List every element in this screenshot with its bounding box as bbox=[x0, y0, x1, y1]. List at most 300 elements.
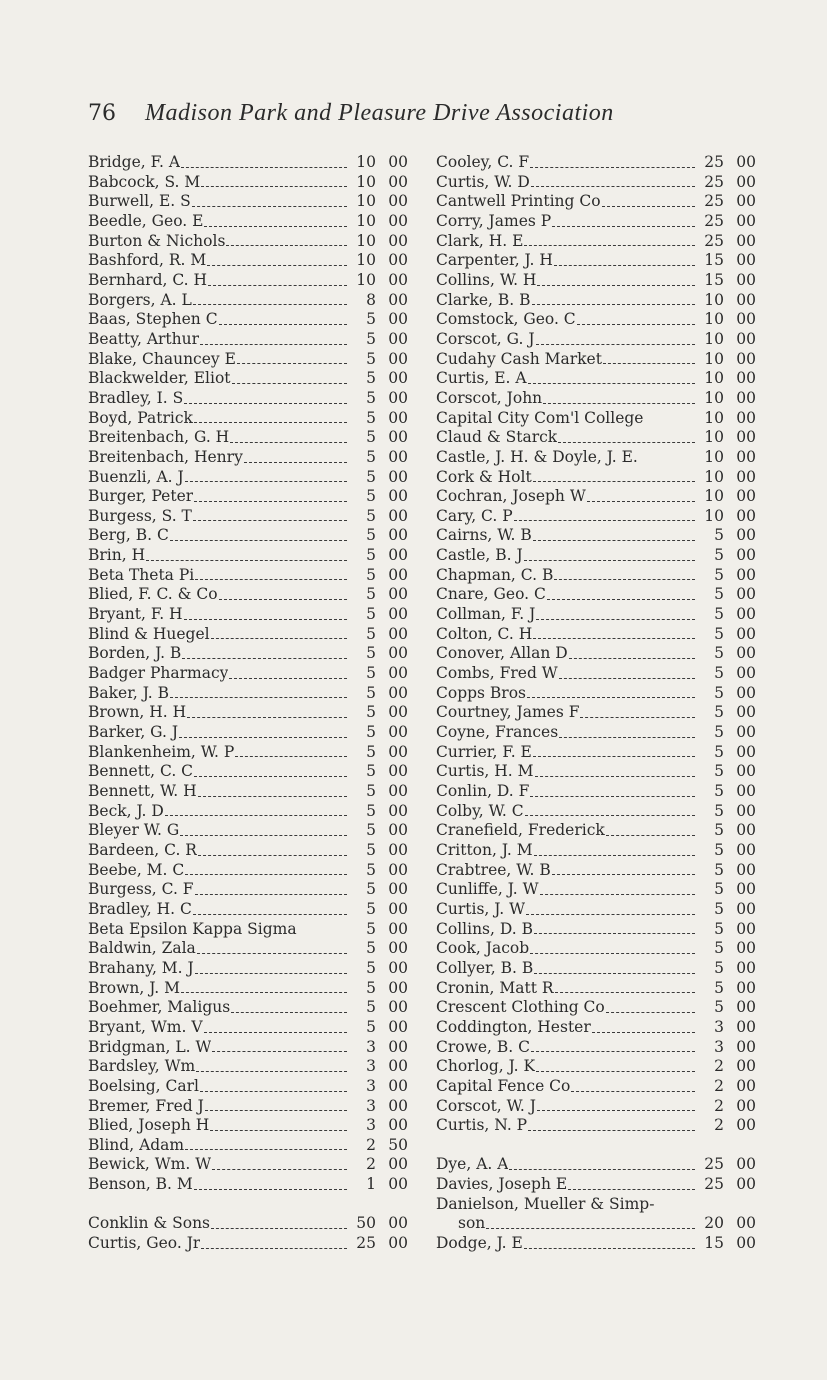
list-item bbox=[436, 1234, 756, 1254]
subscriber-name: Cairns, W. B bbox=[436, 526, 532, 545]
amount-dollars: 10 bbox=[704, 369, 724, 388]
amount-dollars: 3 bbox=[366, 1076, 376, 1095]
amount-dollars: 5 bbox=[366, 624, 376, 643]
amount-dollars: 25 bbox=[704, 231, 724, 250]
subscriber-name: Borgers, A. L bbox=[88, 290, 192, 309]
amount-cents: 00 bbox=[388, 1175, 408, 1194]
list-item bbox=[88, 762, 408, 782]
list-item bbox=[436, 330, 756, 350]
subscriber-name: Berg, B. C bbox=[88, 526, 169, 545]
subscriber-name: Boyd, Patrick bbox=[88, 408, 193, 427]
dot-leader bbox=[204, 226, 347, 227]
dot-leader bbox=[547, 599, 695, 600]
subscriber-name: Breitenbach, Henry bbox=[88, 447, 243, 466]
amount-cents: 00 bbox=[388, 683, 408, 702]
amount-cents: 00 bbox=[736, 546, 756, 565]
amount-dollars: 5 bbox=[366, 880, 376, 899]
dot-leader bbox=[195, 579, 347, 580]
dot-leader bbox=[531, 1051, 695, 1052]
dot-leader bbox=[185, 1149, 347, 1150]
dot-leader bbox=[184, 619, 347, 620]
subscriber-name: Collins, D. B bbox=[436, 919, 533, 938]
list-item bbox=[436, 998, 756, 1018]
amount-cents: 00 bbox=[388, 310, 408, 329]
subscriber-name: Capital City Com'l College bbox=[436, 408, 644, 427]
amount-dollars: 5 bbox=[366, 919, 376, 938]
amount-dollars: 15 bbox=[704, 270, 724, 289]
amount-dollars: 5 bbox=[366, 742, 376, 761]
list-item bbox=[88, 821, 408, 841]
subscriber-name: Beatty, Arthur bbox=[88, 329, 200, 348]
dot-leader bbox=[205, 1110, 347, 1111]
subscriber-name: Boehmer, Maligus bbox=[88, 998, 231, 1017]
amount-dollars: 1 bbox=[366, 1175, 376, 1194]
list-item bbox=[88, 428, 408, 448]
list-item bbox=[436, 1195, 756, 1215]
dot-leader bbox=[533, 756, 695, 757]
amount-dollars: 5 bbox=[366, 565, 376, 584]
subscriber-name: Chorlog, J. K bbox=[436, 1057, 536, 1076]
subscriber-name: Cook, Jacob bbox=[436, 939, 530, 958]
dot-leader bbox=[537, 1110, 695, 1111]
dot-leader bbox=[555, 992, 695, 993]
subscriber-name: Baas, Stephen C bbox=[88, 310, 218, 329]
subscriber-name: Curtis, H. M bbox=[436, 762, 534, 781]
list-item bbox=[88, 1234, 408, 1254]
list-item bbox=[88, 350, 408, 370]
dot-leader bbox=[211, 638, 347, 639]
subscriber-name: Bennett, C. C bbox=[88, 762, 194, 781]
amount-cents: 00 bbox=[736, 1096, 756, 1115]
list-item bbox=[88, 605, 408, 625]
list-item bbox=[436, 743, 756, 763]
amount-dollars: 3 bbox=[366, 1096, 376, 1115]
amount-cents: 00 bbox=[736, 1037, 756, 1056]
dot-leader bbox=[530, 796, 695, 797]
amount-cents: 00 bbox=[736, 349, 756, 368]
amount-dollars: 5 bbox=[714, 644, 724, 663]
list-item bbox=[436, 389, 756, 409]
list-item bbox=[436, 1097, 756, 1117]
dot-leader bbox=[229, 678, 347, 679]
dot-leader bbox=[187, 717, 347, 718]
subscriber-name: Coddington, Hester bbox=[436, 1017, 591, 1036]
list-item bbox=[88, 743, 408, 763]
dot-leader bbox=[559, 678, 695, 679]
amount-dollars: 5 bbox=[714, 801, 724, 820]
amount-dollars: 10 bbox=[704, 290, 724, 309]
amount-dollars: 5 bbox=[714, 585, 724, 604]
amount-cents: 00 bbox=[736, 939, 756, 958]
list-item bbox=[88, 546, 408, 566]
amount-cents: 00 bbox=[736, 801, 756, 820]
amount-dollars: 2 bbox=[366, 1135, 376, 1154]
section-gap bbox=[436, 1136, 756, 1156]
amount-dollars: 3 bbox=[366, 1037, 376, 1056]
amount-cents: 00 bbox=[388, 939, 408, 958]
amount-dollars: 5 bbox=[366, 821, 376, 840]
list-item bbox=[88, 684, 408, 704]
amount-dollars: 25 bbox=[704, 211, 724, 230]
subscriber-name: Bradley, H. C bbox=[88, 899, 192, 918]
amount-cents: 00 bbox=[388, 290, 408, 309]
list-item bbox=[436, 428, 756, 448]
dot-leader bbox=[212, 1169, 347, 1170]
list-item bbox=[436, 212, 756, 232]
dot-leader bbox=[193, 520, 347, 521]
amount-dollars: 25 bbox=[704, 192, 724, 211]
dot-leader bbox=[193, 914, 347, 915]
amount-cents: 00 bbox=[388, 880, 408, 899]
dot-leader bbox=[524, 560, 695, 561]
list-item bbox=[88, 1097, 408, 1117]
dot-leader bbox=[571, 1091, 695, 1092]
amount-dollars: 5 bbox=[366, 447, 376, 466]
amount-cents: 00 bbox=[736, 605, 756, 624]
list-item bbox=[436, 585, 756, 605]
amount-cents: 00 bbox=[388, 349, 408, 368]
amount-dollars: 10 bbox=[356, 231, 376, 250]
subscriber-name: Buenzli, A. J bbox=[88, 467, 184, 486]
amount-cents: 00 bbox=[736, 1234, 756, 1253]
list-item bbox=[436, 625, 756, 645]
subscriber-name: Colby, W. C bbox=[436, 801, 524, 820]
subscriber-name: Crowe, B. C bbox=[436, 1037, 530, 1056]
amount-dollars: 5 bbox=[714, 939, 724, 958]
amount-dollars: 5 bbox=[366, 585, 376, 604]
amount-cents: 00 bbox=[388, 958, 408, 977]
subscriber-name: Bleyer W. G bbox=[88, 821, 180, 840]
amount-cents: 00 bbox=[736, 467, 756, 486]
list-item bbox=[436, 526, 756, 546]
amount-dollars: 5 bbox=[366, 329, 376, 348]
subscriber-name: Bashford, R. M bbox=[88, 251, 207, 270]
amount-dollars: 5 bbox=[366, 978, 376, 997]
amount-dollars: 10 bbox=[704, 506, 724, 525]
amount-dollars: 5 bbox=[366, 762, 376, 781]
subscriber-name: Capital Fence Co bbox=[436, 1076, 571, 1095]
subscriber-name: Dodge, J. E bbox=[436, 1234, 523, 1253]
subscriber-name: Babcock, S. M bbox=[88, 172, 201, 191]
list-item bbox=[436, 979, 756, 999]
dot-leader bbox=[543, 403, 695, 404]
dot-leader bbox=[558, 442, 695, 443]
subscriber-name: Clarke, B. B bbox=[436, 290, 531, 309]
subscriber-name: Bewick, Wm. W bbox=[88, 1155, 212, 1174]
amount-dollars: 5 bbox=[366, 369, 376, 388]
amount-cents: 00 bbox=[388, 1096, 408, 1115]
dot-leader bbox=[552, 226, 695, 227]
amount-cents: 00 bbox=[736, 153, 756, 171]
dot-leader bbox=[235, 756, 347, 757]
dot-leader bbox=[219, 324, 347, 325]
amount-cents: 00 bbox=[388, 546, 408, 565]
subscriber-name: Clark, H. E bbox=[436, 231, 524, 250]
list-item bbox=[88, 448, 408, 468]
dot-leader bbox=[509, 1169, 695, 1170]
dot-leader bbox=[554, 265, 695, 266]
amount-dollars: 20 bbox=[704, 1214, 724, 1233]
subscriber-name: Badger Pharmacy bbox=[88, 664, 229, 683]
list-item bbox=[88, 212, 408, 232]
subscriber-name: Danielson, Mueller & Simp- bbox=[436, 1194, 655, 1213]
dot-leader bbox=[200, 1091, 347, 1092]
list-item bbox=[436, 880, 756, 900]
amount-cents: 00 bbox=[736, 526, 756, 545]
amount-cents: 00 bbox=[388, 506, 408, 525]
dot-leader bbox=[184, 403, 347, 404]
amount-dollars: 10 bbox=[704, 329, 724, 348]
list-item bbox=[436, 173, 756, 193]
list-item bbox=[88, 664, 408, 684]
amount-cents: 00 bbox=[736, 585, 756, 604]
amount-dollars: 5 bbox=[714, 840, 724, 859]
list-item bbox=[436, 644, 756, 664]
subscriber-name: Cary, C. P bbox=[436, 506, 513, 525]
amount-cents: 00 bbox=[736, 487, 756, 506]
list-item bbox=[88, 979, 408, 999]
amount-cents: 00 bbox=[388, 1057, 408, 1076]
list-item bbox=[88, 487, 408, 507]
subscriber-name: Curtis, E. A bbox=[436, 369, 527, 388]
amount-cents: 00 bbox=[388, 585, 408, 604]
list-item bbox=[88, 1057, 408, 1077]
dot-leader bbox=[180, 835, 347, 836]
amount-dollars: 5 bbox=[366, 388, 376, 407]
amount-dollars: 25 bbox=[704, 172, 724, 191]
amount-dollars: 10 bbox=[356, 172, 376, 191]
amount-dollars: 5 bbox=[366, 487, 376, 506]
amount-cents: 00 bbox=[388, 428, 408, 447]
dot-leader bbox=[194, 422, 347, 423]
dot-leader bbox=[524, 1248, 695, 1249]
dot-leader bbox=[530, 953, 695, 954]
amount-cents: 00 bbox=[388, 1116, 408, 1135]
list-item bbox=[88, 173, 408, 193]
list-item bbox=[436, 684, 756, 704]
dot-leader bbox=[514, 520, 695, 521]
amount-dollars: 2 bbox=[714, 1076, 724, 1095]
subscriber-name: Cranefield, Frederick bbox=[436, 821, 605, 840]
amount-cents: 00 bbox=[736, 369, 756, 388]
amount-dollars: 5 bbox=[714, 821, 724, 840]
list-item bbox=[88, 1175, 408, 1195]
amount-dollars: 5 bbox=[714, 998, 724, 1017]
subscriber-name: Cooley, C. F bbox=[436, 153, 530, 171]
list-item bbox=[436, 664, 756, 684]
dot-leader bbox=[536, 619, 695, 620]
subscriber-name: Burton & Nichols bbox=[88, 231, 226, 250]
amount-dollars: 10 bbox=[704, 388, 724, 407]
list-item bbox=[436, 192, 756, 212]
dot-leader bbox=[534, 973, 695, 974]
amount-cents: 00 bbox=[736, 1175, 756, 1194]
dot-leader bbox=[528, 1130, 695, 1131]
amount-cents: 00 bbox=[388, 821, 408, 840]
subscriber-name: Crescent Clothing Co bbox=[436, 998, 605, 1017]
subscriber-name: Carpenter, J. H bbox=[436, 251, 553, 270]
subscriber-name: Chapman, C. B bbox=[436, 565, 554, 584]
dot-leader bbox=[195, 894, 347, 895]
amount-dollars: 25 bbox=[356, 1234, 376, 1253]
list-item bbox=[436, 448, 756, 468]
dot-leader bbox=[208, 285, 347, 286]
list-item bbox=[436, 1116, 756, 1136]
amount-cents: 00 bbox=[736, 270, 756, 289]
subscriber-name: Bryant, Wm. V bbox=[88, 1017, 203, 1036]
amount-cents: 00 bbox=[388, 211, 408, 230]
list-item bbox=[88, 880, 408, 900]
amount-cents: 00 bbox=[388, 978, 408, 997]
dot-leader bbox=[219, 599, 347, 600]
subscriber-name: Beck, J. D bbox=[88, 801, 164, 820]
list-item bbox=[88, 861, 408, 881]
subscriber-name: Corscot, John bbox=[436, 388, 543, 407]
amount-cents: 00 bbox=[736, 644, 756, 663]
amount-dollars: 2 bbox=[714, 1116, 724, 1135]
list-item bbox=[88, 802, 408, 822]
subscriber-name: Curtis, J. W bbox=[436, 899, 526, 918]
amount-dollars: 5 bbox=[714, 742, 724, 761]
dot-leader bbox=[198, 855, 347, 856]
amount-cents: 00 bbox=[388, 840, 408, 859]
subscriber-name: Collins, W. H bbox=[436, 270, 537, 289]
amount-cents: 00 bbox=[388, 1017, 408, 1036]
amount-dollars: 5 bbox=[366, 998, 376, 1017]
subscriber-name: Burgess, C. F bbox=[88, 880, 194, 899]
dot-leader bbox=[486, 1228, 695, 1229]
dot-leader bbox=[552, 874, 695, 875]
list-item bbox=[436, 959, 756, 979]
subscriber-name: Curtis, Geo. Jr bbox=[88, 1234, 201, 1253]
dot-leader bbox=[525, 815, 695, 816]
subscriber-name: Crabtree, W. B bbox=[436, 860, 551, 879]
amount-dollars: 5 bbox=[714, 703, 724, 722]
subscriber-name: Barker, G. J bbox=[88, 723, 179, 742]
amount-dollars: 8 bbox=[366, 290, 376, 309]
subscriber-name: Bryant, F. H bbox=[88, 605, 183, 624]
amount-cents: 00 bbox=[388, 1214, 408, 1233]
amount-cents: 00 bbox=[388, 723, 408, 742]
dot-leader bbox=[230, 442, 347, 443]
amount-cents: 00 bbox=[388, 408, 408, 427]
dot-leader bbox=[185, 481, 347, 482]
dot-leader bbox=[179, 737, 347, 738]
amount-dollars: 10 bbox=[356, 211, 376, 230]
dot-leader bbox=[196, 1071, 347, 1072]
amount-cents: 00 bbox=[736, 664, 756, 683]
list-item bbox=[436, 802, 756, 822]
subscriber-name: Blake, Chauncey E bbox=[88, 349, 236, 368]
list-item bbox=[436, 841, 756, 861]
amount-cents: 00 bbox=[736, 762, 756, 781]
amount-cents: 00 bbox=[736, 683, 756, 702]
dot-leader bbox=[210, 1130, 347, 1131]
list-item bbox=[88, 920, 408, 940]
amount-dollars: 5 bbox=[366, 1017, 376, 1036]
dot-leader bbox=[534, 933, 695, 934]
dot-leader bbox=[534, 855, 695, 856]
list-item bbox=[88, 644, 408, 664]
amount-dollars: 5 bbox=[714, 762, 724, 781]
subscriber-name: Breitenbach, G. H bbox=[88, 428, 230, 447]
amount-dollars: 5 bbox=[366, 860, 376, 879]
amount-cents: 00 bbox=[388, 1155, 408, 1174]
amount-dollars: 10 bbox=[704, 349, 724, 368]
amount-dollars: 3 bbox=[366, 1057, 376, 1076]
subscriber-name: Claud & Starck bbox=[436, 428, 558, 447]
amount-dollars: 5 bbox=[714, 723, 724, 742]
amount-cents: 00 bbox=[736, 703, 756, 722]
amount-cents: 00 bbox=[388, 899, 408, 918]
amount-dollars: 10 bbox=[356, 270, 376, 289]
dot-leader bbox=[540, 894, 695, 895]
amount-dollars: 5 bbox=[366, 801, 376, 820]
list-item bbox=[88, 153, 408, 173]
page-number: 76 bbox=[88, 101, 116, 126]
amount-cents: 00 bbox=[736, 172, 756, 191]
amount-dollars: 5 bbox=[366, 782, 376, 800]
list-item bbox=[436, 821, 756, 841]
amount-cents: 00 bbox=[388, 192, 408, 211]
amount-dollars: 5 bbox=[714, 546, 724, 565]
list-item bbox=[436, 546, 756, 566]
subscriber-name: Boelsing, Carl bbox=[88, 1076, 199, 1095]
amount-cents: 00 bbox=[736, 388, 756, 407]
dot-leader bbox=[207, 265, 347, 266]
dot-leader bbox=[530, 167, 695, 168]
amount-cents: 00 bbox=[388, 1076, 408, 1095]
amount-dollars: 5 bbox=[366, 467, 376, 486]
amount-dollars: 10 bbox=[356, 153, 376, 171]
dot-leader bbox=[204, 1032, 347, 1033]
subscriber-name: Beta Theta Pi bbox=[88, 565, 195, 584]
dot-leader bbox=[192, 206, 347, 207]
amount-cents: 00 bbox=[388, 664, 408, 683]
dot-leader bbox=[531, 186, 695, 187]
amount-dollars: 5 bbox=[366, 526, 376, 545]
subscriber-name: Bridgman, L. W bbox=[88, 1037, 212, 1056]
list-item bbox=[436, 1175, 756, 1195]
dot-leader bbox=[569, 658, 695, 659]
subscriber-name: Bardeen, C. R bbox=[88, 840, 197, 859]
list-item bbox=[88, 507, 408, 527]
subscriber-name: Baker, J. B bbox=[88, 683, 170, 702]
list-item bbox=[88, 1214, 408, 1234]
amount-dollars: 5 bbox=[366, 349, 376, 368]
list-item bbox=[436, 1155, 756, 1175]
amount-dollars: 5 bbox=[714, 958, 724, 977]
subscriber-name: Colton, C. H bbox=[436, 624, 533, 643]
subscriber-name: Copps Bros bbox=[436, 683, 527, 702]
list-item bbox=[88, 841, 408, 861]
list-item bbox=[88, 409, 408, 429]
subscriber-name: Bardsley, Wm bbox=[88, 1057, 196, 1076]
subscriber-name: Brown, J. M bbox=[88, 978, 180, 997]
amount-cents: 00 bbox=[388, 526, 408, 545]
amount-dollars: 15 bbox=[704, 1234, 724, 1253]
list-item bbox=[436, 920, 756, 940]
amount-dollars: 5 bbox=[714, 526, 724, 545]
amount-dollars: 5 bbox=[714, 978, 724, 997]
amount-dollars: 2 bbox=[714, 1057, 724, 1076]
list-item bbox=[88, 330, 408, 350]
subscriber-name: Blind, Adam bbox=[88, 1135, 185, 1154]
amount-cents: 00 bbox=[736, 1076, 756, 1095]
list-item bbox=[88, 998, 408, 1018]
list-item bbox=[88, 468, 408, 488]
list-item bbox=[88, 1136, 408, 1156]
